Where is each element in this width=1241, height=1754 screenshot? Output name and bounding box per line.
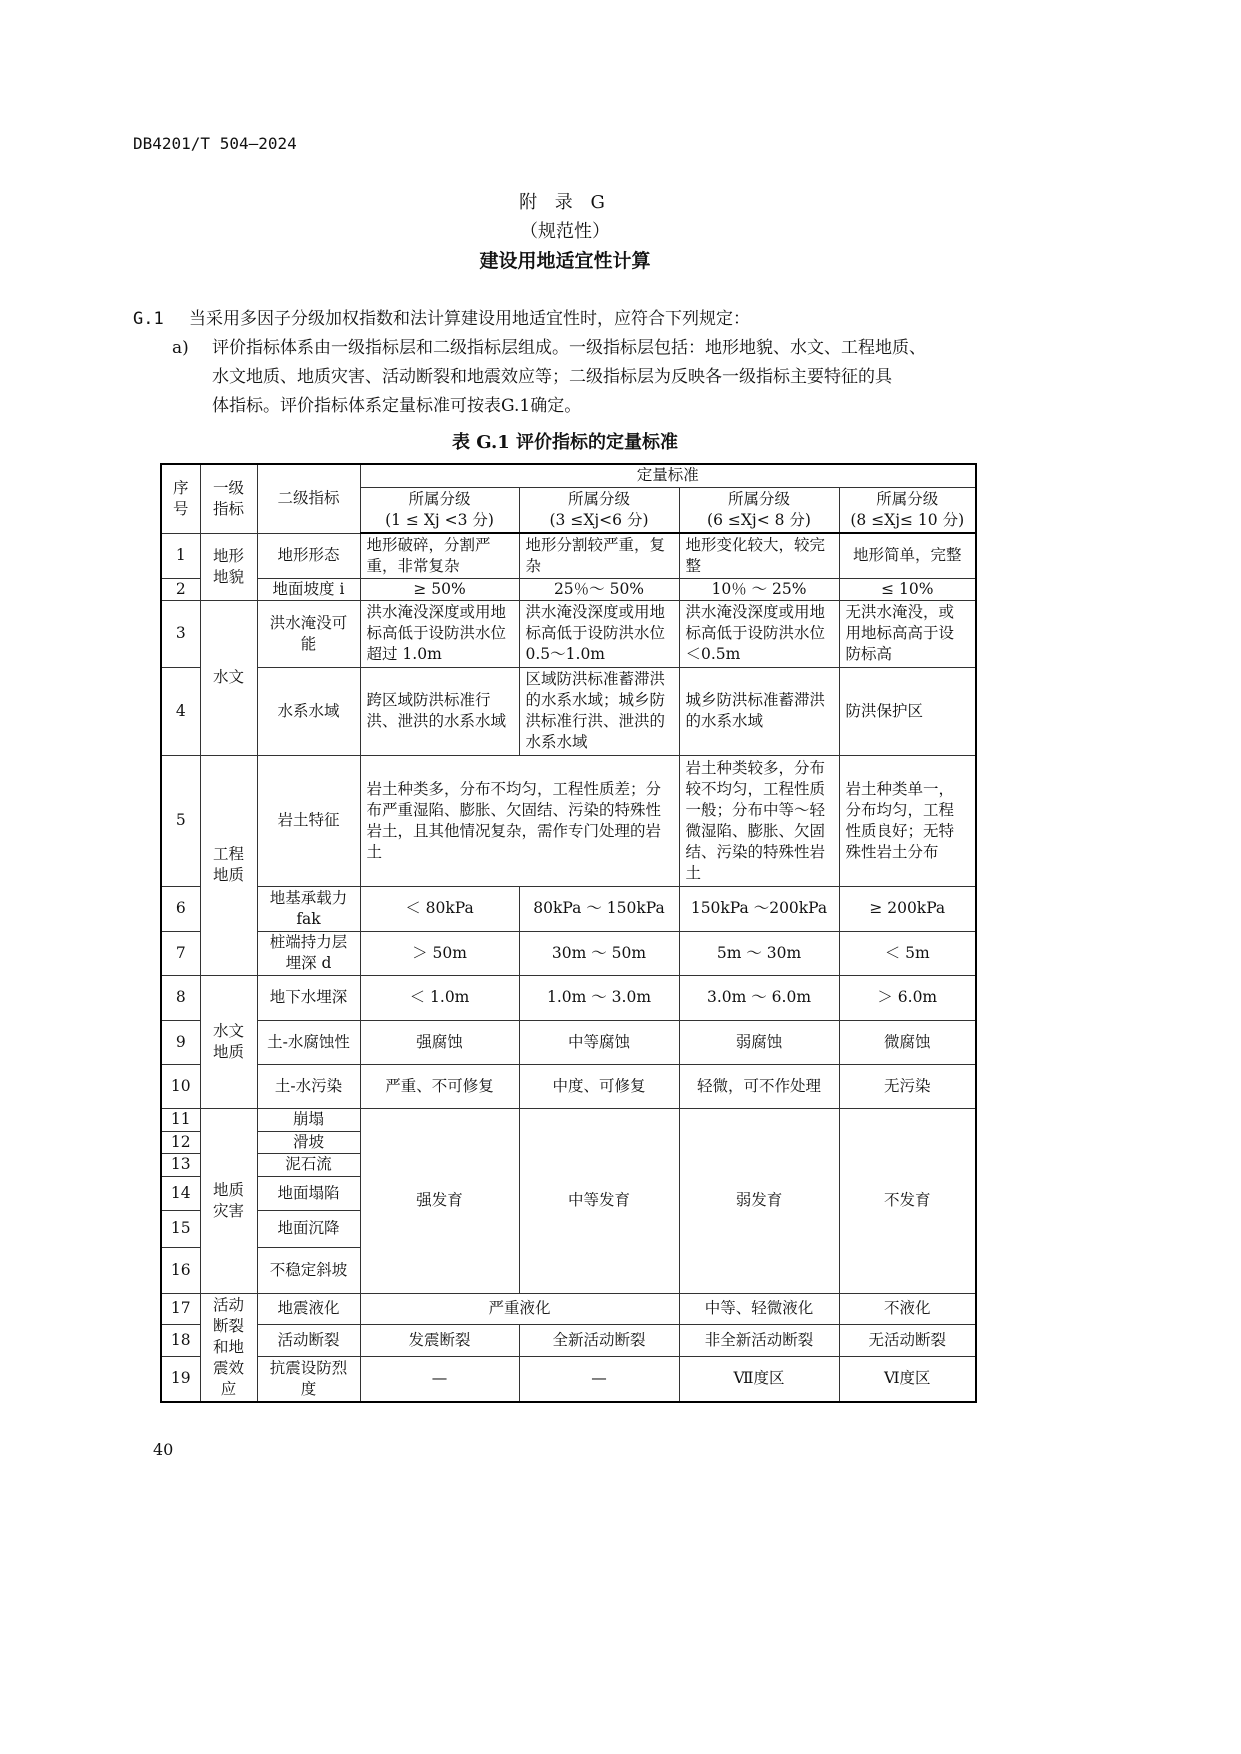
grade-cell: — bbox=[360, 1356, 519, 1402]
grade-cell: ＞ 6.0m bbox=[839, 975, 976, 1020]
clause-g1 bbox=[133, 305, 750, 334]
grade-cell: 岩土种类较多，分布较不均匀，工程性质一般；分布中等～轻微湿陷、膨胀、欠固结、污染的特殊性岩土 bbox=[679, 755, 839, 886]
secondary-indicator: 崩塌 bbox=[257, 1108, 360, 1131]
secondary-indicator: 活动断裂 bbox=[257, 1324, 360, 1356]
grade-range: (6 ≤Xj< 8 分) bbox=[707, 510, 811, 529]
header-secondary: 二级指标 bbox=[257, 464, 360, 533]
grade-cell: 微腐蚀 bbox=[839, 1020, 976, 1064]
grade-cell: 区域防洪标准蓄滞洪的水系水域；城乡防洪标准行洪、泄洪的水系水域 bbox=[519, 667, 679, 755]
row-seq: 13 bbox=[161, 1153, 200, 1176]
grade-cell: 25％～ 50% bbox=[519, 578, 679, 600]
item-line: 评价指标体系由一级指标层和二级指标层组成。一级指标层包括：地形地貌、水文、工程地质、 bbox=[212, 338, 926, 358]
secondary-indicator: 水系水域 bbox=[257, 667, 360, 755]
table-row bbox=[161, 931, 976, 975]
document-id: DB4201/T 504—2024 bbox=[133, 134, 297, 153]
grade-cell: 无污染 bbox=[839, 1064, 976, 1108]
row-seq: 3 bbox=[161, 600, 200, 667]
grade-cell: 中等、轻微液化 bbox=[679, 1293, 839, 1324]
grade-cell: 洪水淹没深度或用地标高低于设防洪水位＜0.5m bbox=[679, 600, 839, 667]
row-seq: 14 bbox=[161, 1176, 200, 1210]
primary-indicator: 活动断裂和地震效应 bbox=[200, 1293, 257, 1402]
grade-cell: 30m ～ 50m bbox=[519, 931, 679, 975]
grade-cell: ≥ 200kPa bbox=[839, 886, 976, 931]
header-seq: 序号 bbox=[161, 464, 200, 533]
row-seq: 12 bbox=[161, 1131, 200, 1153]
grade-cell: 强腐蚀 bbox=[360, 1020, 519, 1064]
row-seq: 19 bbox=[161, 1356, 200, 1402]
secondary-indicator: 岩土特征 bbox=[257, 755, 360, 886]
row-seq: 7 bbox=[161, 931, 200, 975]
secondary-indicator: 地形形态 bbox=[257, 533, 360, 578]
secondary-indicator: 地下水埋深 bbox=[257, 975, 360, 1020]
row-seq: 17 bbox=[161, 1293, 200, 1324]
grade-cell: ≤ 10% bbox=[839, 578, 976, 600]
table-row bbox=[161, 600, 976, 667]
grade-cell: 岩土种类多，分布不均匀，工程性质差；分布严重湿陷、膨胀、欠固结、污染的特殊性岩土，且其他情况复杂，需作专门处理的岩土 bbox=[360, 755, 679, 886]
secondary-indicator: 不稳定斜坡 bbox=[257, 1247, 360, 1293]
grade-cell: 发震断裂 bbox=[360, 1324, 519, 1356]
primary-indicator: 地质灾害 bbox=[200, 1108, 257, 1293]
grade-cell: ＜ 1.0m bbox=[360, 975, 519, 1020]
grade-cell: 城乡防洪标准蓄滞洪的水系水域 bbox=[679, 667, 839, 755]
grade-cell: 洪水淹没深度或用地标高低于设防洪水位超过 1.0m bbox=[360, 600, 519, 667]
grade-cell: ＜ 80kPa bbox=[360, 886, 519, 931]
grade-cell: 150kPa ～200kPa bbox=[679, 886, 839, 931]
table-row bbox=[161, 1064, 976, 1108]
row-seq: 16 bbox=[161, 1247, 200, 1293]
secondary-indicator: 泥石流 bbox=[257, 1153, 360, 1176]
table-caption: 表 G.1 评价指标的定量标准 bbox=[451, 432, 679, 453]
secondary-indicator: 土-水腐蚀性 bbox=[257, 1020, 360, 1064]
grade-cell: 强发育 bbox=[360, 1108, 519, 1293]
grade-cell: ＞ 50m bbox=[360, 931, 519, 975]
grade-cell: 不液化 bbox=[839, 1293, 976, 1324]
grade-cell: 不发育 bbox=[839, 1108, 976, 1293]
row-seq: 10 bbox=[161, 1064, 200, 1108]
grade-cell: 弱腐蚀 bbox=[679, 1020, 839, 1064]
clause-number: G.1 bbox=[133, 309, 164, 329]
secondary-indicator: 地面塌陷 bbox=[257, 1176, 360, 1210]
grade-range: (8 ≤Xj≤ 10 分) bbox=[850, 510, 965, 529]
table-row bbox=[161, 1356, 976, 1402]
grade-cell: 10％ ～ 25% bbox=[679, 578, 839, 600]
grade-cell: 80kPa ～ 150kPa bbox=[519, 886, 679, 931]
grade-cell: 跨区域防洪标准行洪、泄洪的水系水域 bbox=[360, 667, 519, 755]
table-row bbox=[161, 975, 976, 1020]
grade-cell: 5m ～ 30m bbox=[679, 931, 839, 975]
secondary-indicator: 滑坡 bbox=[257, 1131, 360, 1153]
header-grade bbox=[519, 487, 679, 533]
secondary-indicator: 地震液化 bbox=[257, 1293, 360, 1324]
grade-cell: 中度、可修复 bbox=[519, 1064, 679, 1108]
grade-label: 所属分级 bbox=[567, 489, 630, 508]
grade-range: (1 ≤ Xj <3 分) bbox=[385, 510, 494, 529]
table-row bbox=[161, 533, 976, 578]
grade-cell: 严重、不可修复 bbox=[360, 1064, 519, 1108]
header-grade bbox=[360, 487, 519, 533]
row-seq: 1 bbox=[161, 533, 200, 578]
row-seq: 9 bbox=[161, 1020, 200, 1064]
secondary-indicator: 洪水淹没可能 bbox=[257, 600, 360, 667]
header-grade bbox=[679, 487, 839, 533]
header-primary: 一级指标 bbox=[200, 464, 257, 533]
primary-indicator: 水文地质 bbox=[200, 975, 257, 1108]
table-row bbox=[161, 1324, 976, 1356]
row-seq: 2 bbox=[161, 578, 200, 600]
grade-cell: ≥ 50% bbox=[360, 578, 519, 600]
table-row bbox=[161, 755, 976, 886]
grade-cell: 弱发育 bbox=[679, 1108, 839, 1293]
secondary-indicator: 地面坡度 i bbox=[257, 578, 360, 600]
grade-label: 所属分级 bbox=[408, 489, 471, 508]
grade-cell: 地形破碎，分割严重，非常复杂 bbox=[360, 533, 519, 578]
header-row bbox=[161, 464, 976, 487]
grade-cell: 岩土种类单一，分布均匀，工程性质良好；无特殊性岩土分布 bbox=[839, 755, 976, 886]
grade-cell: 全新活动断裂 bbox=[519, 1324, 679, 1356]
page-number: 40 bbox=[153, 1440, 174, 1459]
row-seq: 6 bbox=[161, 886, 200, 931]
grade-cell: 3.0m ～ 6.0m bbox=[679, 975, 839, 1020]
grade-cell: Ⅶ度区 bbox=[679, 1356, 839, 1402]
secondary-indicator: 土-水污染 bbox=[257, 1064, 360, 1108]
grade-cell: 地形变化较大，较完整 bbox=[679, 533, 839, 578]
grade-cell: 无洪水淹没，或用地标高高于设防标高 bbox=[839, 600, 976, 667]
grade-cell: 无活动断裂 bbox=[839, 1324, 976, 1356]
secondary-indicator: 抗震设防烈度 bbox=[257, 1356, 360, 1402]
secondary-indicator: 桩端持力层埋深 d bbox=[257, 931, 360, 975]
item-line: 体指标。评价指标体系定量标准可按表G.1确定。 bbox=[212, 396, 582, 416]
table-row bbox=[161, 578, 976, 600]
table-row bbox=[161, 886, 976, 931]
primary-indicator: 水文 bbox=[200, 600, 257, 755]
grade-cell: ＜ 5m bbox=[839, 931, 976, 975]
secondary-indicator: 地面沉降 bbox=[257, 1210, 360, 1247]
criteria-table bbox=[160, 463, 977, 1403]
grade-cell: 地形简单，完整 bbox=[839, 533, 976, 578]
appendix-label: 附 录 G bbox=[519, 192, 611, 213]
item-label: a) bbox=[172, 338, 189, 358]
clause-text: 当采用多因子分级加权指数和法计算建设用地适宜性时，应符合下列规定： bbox=[189, 309, 750, 329]
grade-cell: 地形分割较严重，复杂 bbox=[519, 533, 679, 578]
grade-cell: 中等发育 bbox=[519, 1108, 679, 1293]
secondary-indicator: 地基承载力 fak bbox=[257, 886, 360, 931]
grade-cell: — bbox=[519, 1356, 679, 1402]
table-row bbox=[161, 1108, 976, 1131]
table-row bbox=[161, 1020, 976, 1064]
item-line: 水文地质、地质灾害、活动断裂和地震效应等；二级指标层为反映各一级指标主要特征的具 bbox=[212, 367, 892, 387]
grade-cell: 1.0m ～ 3.0m bbox=[519, 975, 679, 1020]
clause-item-a bbox=[172, 334, 1012, 421]
grade-cell: 严重液化 bbox=[360, 1293, 679, 1324]
grade-range: (3 ≤Xj<6 分) bbox=[549, 510, 649, 529]
appendix-title: 建设用地适宜性计算 bbox=[479, 250, 651, 272]
primary-indicator: 工程地质 bbox=[200, 755, 257, 975]
grade-cell: Ⅵ度区 bbox=[839, 1356, 976, 1402]
grade-label: 所属分级 bbox=[876, 489, 939, 508]
row-seq: 5 bbox=[161, 755, 200, 886]
row-seq: 18 bbox=[161, 1324, 200, 1356]
grade-cell: 中等腐蚀 bbox=[519, 1020, 679, 1064]
grade-cell: 轻微，可不作处理 bbox=[679, 1064, 839, 1108]
primary-indicator: 地形地貌 bbox=[200, 533, 257, 600]
header-quant: 定量标准 bbox=[360, 464, 976, 487]
grade-cell: 非全新活动断裂 bbox=[679, 1324, 839, 1356]
appendix-nature: （规范性） bbox=[520, 221, 610, 242]
row-seq: 11 bbox=[161, 1108, 200, 1131]
grade-cell: 洪水淹没深度或用地标高低于设防洪水位 0.5～1.0m bbox=[519, 600, 679, 667]
table-row bbox=[161, 667, 976, 755]
table-row bbox=[161, 1293, 976, 1324]
row-seq: 15 bbox=[161, 1210, 200, 1247]
header-grade bbox=[839, 487, 976, 533]
row-seq: 8 bbox=[161, 975, 200, 1020]
grade-label: 所属分级 bbox=[727, 489, 790, 508]
grade-cell: 防洪保护区 bbox=[839, 667, 976, 755]
row-seq: 4 bbox=[161, 667, 200, 755]
